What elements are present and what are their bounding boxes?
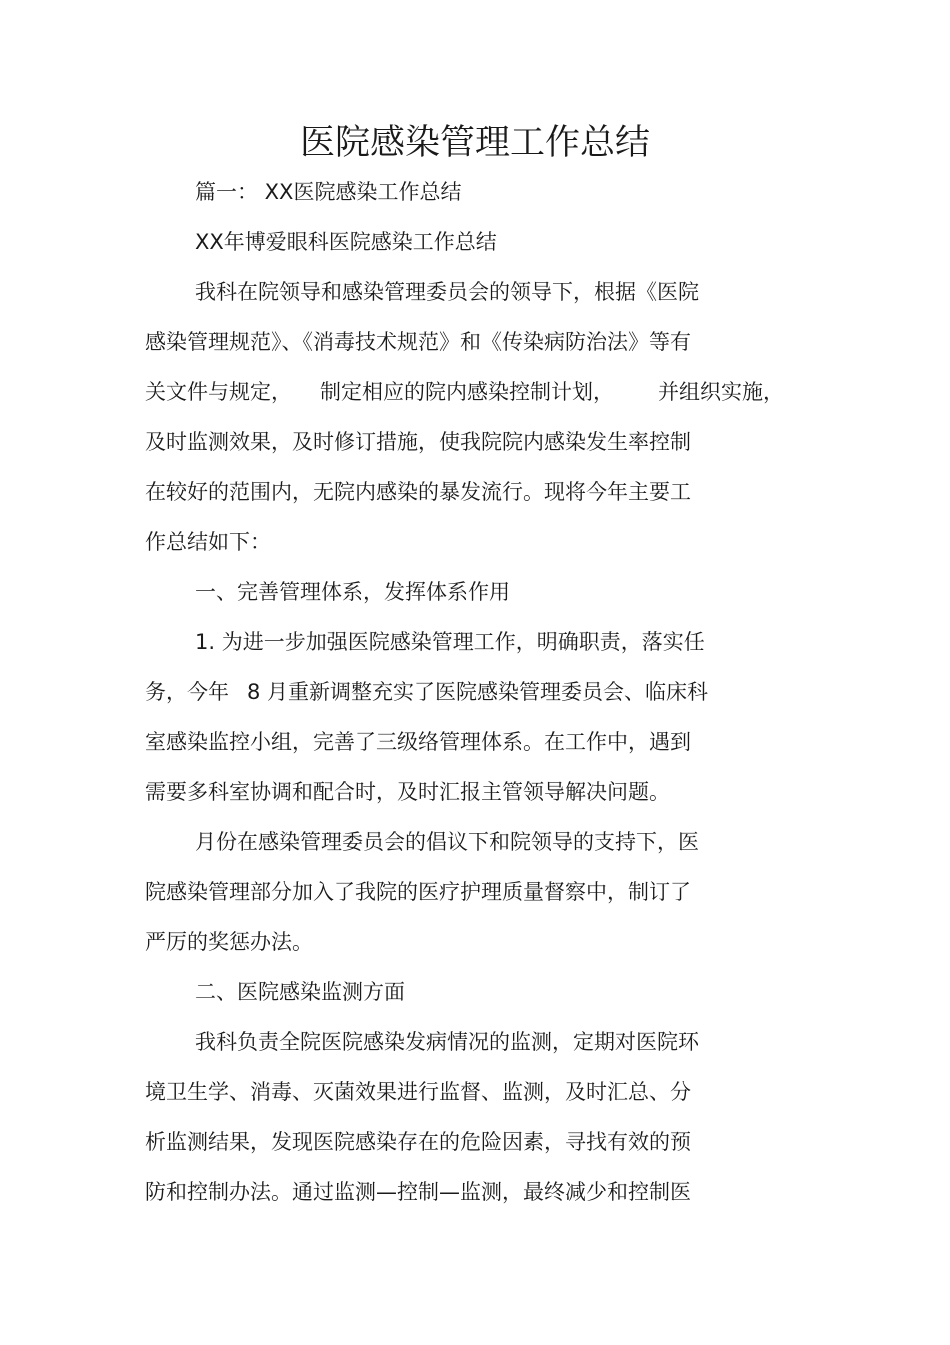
text-segment: 关文件与规定，	[145, 380, 292, 404]
section-heading: 一、完善管理体系，发挥体系作用	[195, 580, 510, 604]
paragraph-line: 严厉的奖惩办法。	[145, 930, 313, 954]
paragraph-line: 我科在院领导和感染管理委员会的领导下，根据《医院	[195, 280, 699, 304]
paragraph-line: 1. 为进一步加强医院感染管理工作，明确职责，落实任	[195, 630, 705, 654]
paragraph-line: 室感染监控小组，完善了三级络管理体系。在工作中，遇到	[145, 730, 691, 754]
paragraph-line: 防和控制办法。通过监测—控制—监测，最终减少和控制医	[145, 1180, 691, 1204]
paragraph-line: 及时监测效果，及时修订措施，使我院院内感染发生率控制	[145, 430, 691, 454]
paragraph-line: 析监测结果，发现医院感染存在的危险因素，寻找有效的预	[145, 1130, 691, 1154]
text-segment: 8 月重新调整充实了医院感染管理委员会、临床科	[247, 680, 709, 704]
paragraph-line: 作总结如下：	[145, 530, 271, 554]
paragraph-line: 境卫生学、消毒、灭菌效果进行监督、监测，及时汇总、分	[145, 1080, 691, 1104]
paragraph-line	[145, 377, 784, 407]
paragraph-line: 院感染管理部分加入了我院的医疗护理质量督察中，制订了	[145, 880, 691, 904]
paragraph-line: 我科负责全院医院感染发病情况的监测，定期对医院环	[195, 1030, 699, 1054]
text-segment: 制定相应的院内感染控制计划，	[320, 380, 614, 404]
paragraph-line: 在较好的范围内，无院内感染的暴发流行。现将今年主要工	[145, 480, 691, 504]
paragraph-line: 需要多科室协调和配合时，及时汇报主管领导解决问题。	[145, 780, 670, 804]
document-title: 医院感染管理工作总结	[299, 123, 650, 163]
section-heading: 二、医院感染监测方面	[195, 980, 405, 1004]
text-segment: 务，今年	[145, 680, 229, 704]
text-segment: 并组织实施，	[658, 380, 784, 404]
paragraph-line	[145, 677, 708, 707]
paragraph-line: XX年博爱眼科医院感染工作总结	[195, 230, 497, 254]
paragraph-line: 感染管理规范》、《消毒技术规范》和《传染病防治法》等有	[145, 330, 691, 354]
paragraph-line: 月份在感染管理委员会的倡议下和院领导的支持下，医	[195, 830, 699, 854]
paragraph-line: 篇一： XX医院感染工作总结	[195, 180, 462, 204]
